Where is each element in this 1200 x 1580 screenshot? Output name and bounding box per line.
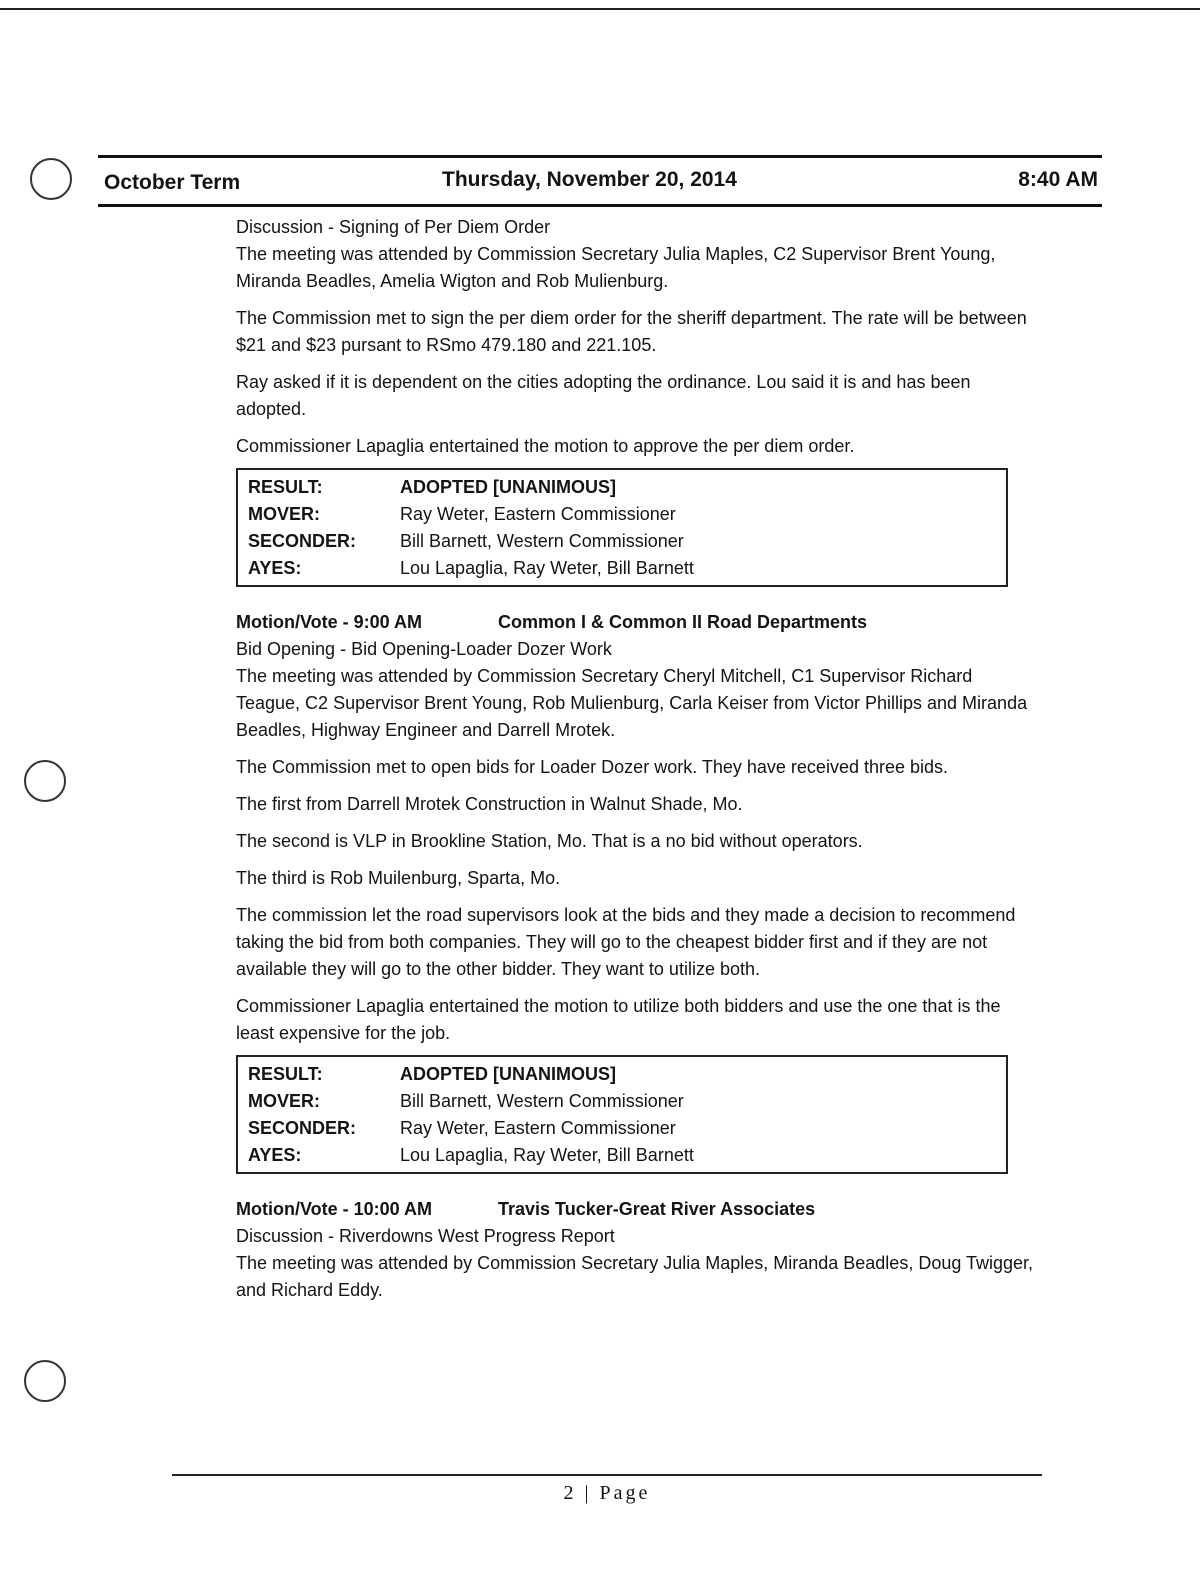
punch-hole-middle bbox=[24, 760, 66, 802]
vote-seconder-label: SECONDER: bbox=[248, 531, 357, 551]
page-top-edge bbox=[0, 8, 1200, 10]
section2-paragraph-5: The commission let the road supervisors look at the bids and they made a decision to recommend taking the bid from both companies. They will go to the cheapest bidder first and if they are not available they will go to the other bidder. They want to utilize both. bbox=[236, 905, 1016, 979]
section1-attendees: The meeting was attended by Commission Secretary Julia Maples, C2 Supervisor Brent Young, Miranda Beadles, Amelia Wigton and Rob Mulienburg. bbox=[236, 244, 996, 291]
header-term: October Term bbox=[104, 171, 241, 194]
section3-heading bbox=[236, 1196, 1036, 1223]
vote-ayes-label: AYES: bbox=[248, 1145, 302, 1165]
header-date: Thursday, November 20, 2014 bbox=[442, 168, 737, 191]
section2-attendees: The meeting was attended by Commission Secretary Cheryl Mitchell, C1 Supervisor Richard Teague, C2 Supervisor Brent Young, Rob Mulienburg, Carla Keiser from Victor Phillips and Miranda Beadles, Highway Engineer and Darrell Mrotek. bbox=[236, 666, 1028, 740]
punch-hole-top bbox=[30, 158, 72, 200]
section2-title: Common I & Common II Road Departments bbox=[498, 612, 868, 632]
section2-time: Motion/Vote - 9:00 AM bbox=[236, 612, 422, 632]
section1-discussion: Discussion - Signing of Per Diem Order bbox=[236, 217, 551, 237]
section2-paragraph-3: The second is VLP in Brookline Station, Mo. That is a no bid without operators. bbox=[236, 831, 863, 851]
section1-paragraph-1: The Commission met to sign the per diem order for the sheriff department. The rate will be between $21 and $23 pursant to RSmo 479.180 and 221.105. bbox=[236, 308, 1027, 355]
section3-discussion: Discussion - Riverdowns West Progress Report bbox=[236, 1226, 615, 1246]
vote-ayes-value: Lou Lapaglia, Ray Weter, Bill Barnett bbox=[400, 558, 694, 578]
header-rule-bottom bbox=[98, 204, 1102, 207]
vote-result-row bbox=[248, 474, 996, 501]
punch-hole-bottom bbox=[24, 1360, 66, 1402]
vote-seconder-row bbox=[248, 1115, 996, 1142]
vote-mover-row bbox=[248, 1088, 996, 1115]
vote-seconder-label: SECONDER: bbox=[248, 1118, 357, 1138]
section3-title: Travis Tucker-Great River Associates bbox=[498, 1199, 816, 1219]
vote-ayes-row bbox=[248, 555, 996, 582]
page-header bbox=[98, 155, 1102, 207]
section3-attendees: The meeting was attended by Commission Secretary Julia Maples, Miranda Beadles, Doug Twigger, and Richard Eddy. bbox=[236, 1253, 1034, 1300]
vote-mover-label: MOVER: bbox=[248, 504, 320, 524]
section2-vote-box bbox=[236, 1055, 1008, 1174]
header-time: 8:40 AM bbox=[1018, 168, 1098, 191]
section2-paragraph-2: The first from Darrell Mrotek Construction in Walnut Shade, Mo. bbox=[236, 794, 743, 814]
minutes-body bbox=[236, 214, 1036, 1314]
vote-mover-value: Ray Weter, Eastern Commissioner bbox=[400, 504, 676, 524]
section2-paragraph-1: The Commission met to open bids for Loader Dozer work. They have received three bids. bbox=[236, 757, 949, 777]
vote-result-row bbox=[248, 1061, 996, 1088]
page-footer bbox=[172, 1474, 1042, 1505]
vote-seconder-value: Bill Barnett, Western Commissioner bbox=[400, 531, 684, 551]
vote-ayes-row bbox=[248, 1142, 996, 1169]
vote-ayes-label: AYES: bbox=[248, 558, 302, 578]
header-rule-top bbox=[98, 155, 1102, 158]
footer-rule bbox=[172, 1474, 1042, 1476]
vote-seconder-row bbox=[248, 528, 996, 555]
vote-result-label: RESULT: bbox=[248, 1064, 323, 1084]
section2-heading bbox=[236, 609, 1036, 636]
section1-paragraph-3: Commissioner Lapaglia entertained the motion to approve the per diem order. bbox=[236, 436, 855, 456]
vote-result-value: ADOPTED [UNANIMOUS] bbox=[400, 477, 616, 497]
page-number: 2 | Page bbox=[563, 1482, 651, 1504]
section2-bid-opening: Bid Opening - Bid Opening-Loader Dozer Work bbox=[236, 639, 612, 659]
vote-mover-row bbox=[248, 501, 996, 528]
section1-vote-box bbox=[236, 468, 1008, 587]
section3-time: Motion/Vote - 10:00 AM bbox=[236, 1199, 433, 1219]
vote-result-value: ADOPTED [UNANIMOUS] bbox=[400, 1064, 616, 1084]
section2-paragraph-6: Commissioner Lapaglia entertained the motion to utilize both bidders and use the one that is the least expensive for the job. bbox=[236, 996, 1001, 1043]
section1-paragraph-2: Ray asked if it is dependent on the cities adopting the ordinance. Lou said it is and has been adopted. bbox=[236, 372, 971, 419]
vote-mover-value: Bill Barnett, Western Commissioner bbox=[400, 1091, 684, 1111]
vote-result-label: RESULT: bbox=[248, 477, 323, 497]
vote-ayes-value: Lou Lapaglia, Ray Weter, Bill Barnett bbox=[400, 1145, 694, 1165]
vote-seconder-value: Ray Weter, Eastern Commissioner bbox=[400, 1118, 676, 1138]
vote-mover-label: MOVER: bbox=[248, 1091, 320, 1111]
section2-paragraph-4: The third is Rob Muilenburg, Sparta, Mo. bbox=[236, 868, 561, 888]
